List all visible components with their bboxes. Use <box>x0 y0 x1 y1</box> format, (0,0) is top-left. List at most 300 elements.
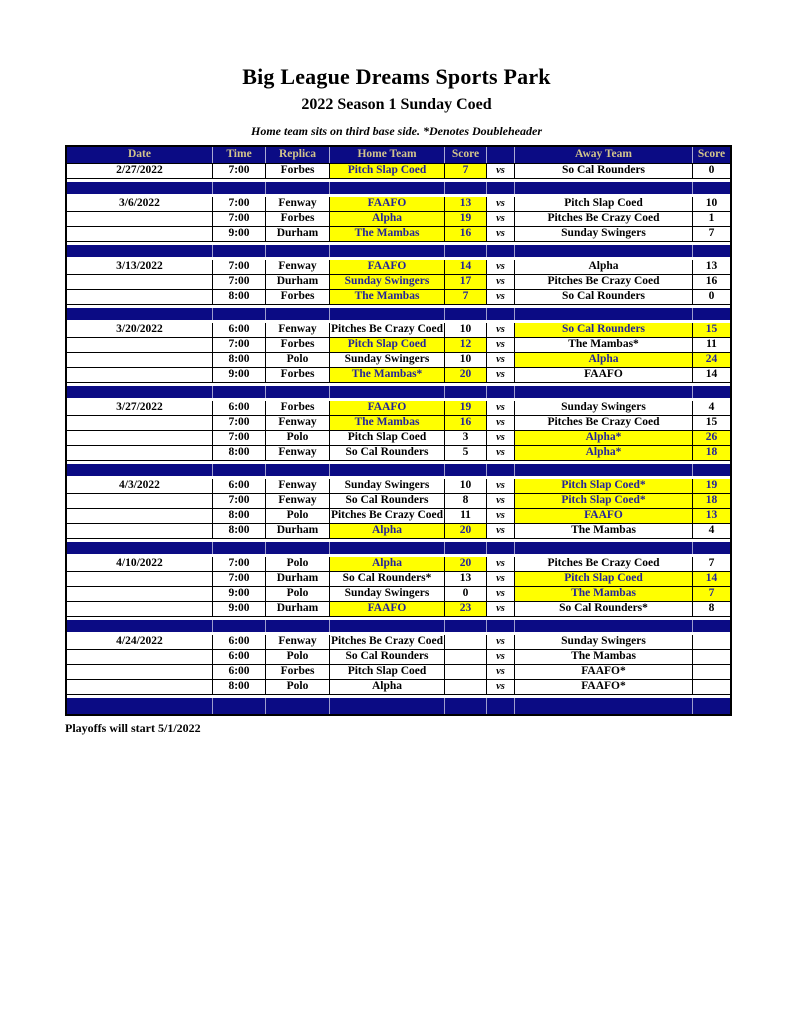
separator-cell <box>67 620 213 632</box>
home-team-cell: Alpha <box>330 557 445 571</box>
away-team-cell: The Mambas <box>515 587 693 601</box>
vs-label: vs <box>487 323 515 337</box>
game-row <box>67 494 730 509</box>
replica-cell: Polo <box>266 431 330 445</box>
vs-label: vs <box>487 260 515 274</box>
home-score-cell: 7 <box>445 164 487 178</box>
schedule-table <box>65 145 732 716</box>
separator-cell <box>330 308 445 320</box>
replica-cell: Forbes <box>266 368 330 382</box>
column-header-away-score: Score <box>693 147 730 163</box>
away-team-cell: Pitches Be Crazy Coed <box>515 275 693 289</box>
home-score-cell: 20 <box>445 524 487 538</box>
separator-band <box>67 542 730 554</box>
game-row <box>67 353 730 368</box>
replica-cell: Durham <box>266 524 330 538</box>
date-cell <box>67 416 213 430</box>
replica-cell: Fenway <box>266 323 330 337</box>
game-row <box>67 164 730 179</box>
home-score-cell: 17 <box>445 275 487 289</box>
away-team-cell: So Cal Rounders <box>515 323 693 337</box>
date-cell <box>67 446 213 460</box>
time-cell: 6:00 <box>213 665 266 679</box>
away-team-cell: Pitch Slap Coed <box>515 572 693 586</box>
separator-cell <box>213 464 266 476</box>
column-header-home-score: Score <box>445 147 487 163</box>
separator-band <box>67 245 730 257</box>
game-row <box>67 446 730 461</box>
game-row <box>67 587 730 602</box>
away-score-cell: 13 <box>705 260 718 273</box>
replica-cell: Forbes <box>266 164 330 178</box>
separator-cell <box>445 542 487 554</box>
home-team-cell: Sunday Swingers <box>330 587 445 601</box>
vs-label: vs <box>487 650 515 664</box>
separator-cell <box>266 620 330 632</box>
home-score-cell: 5 <box>445 446 487 460</box>
replica-cell: Forbes <box>266 338 330 352</box>
game-row <box>67 665 730 680</box>
away-team-cell: So Cal Rounders <box>515 290 693 304</box>
away-team-cell: Pitches Be Crazy Coed <box>515 212 693 226</box>
separator-cell <box>515 698 693 714</box>
separator-cell <box>67 542 213 554</box>
vs-label: vs <box>487 368 515 382</box>
away-score-cell: 7 <box>708 227 715 240</box>
time-cell: 7:00 <box>213 197 266 211</box>
separator-cell <box>487 698 515 714</box>
game-row <box>67 401 730 416</box>
game-row <box>67 509 730 524</box>
home-team-cell: The Mambas <box>330 416 445 430</box>
home-score-cell: 20 <box>445 557 487 571</box>
away-score-cell <box>693 635 730 649</box>
date-cell <box>67 665 213 679</box>
home-team-cell: Pitches Be Crazy Coed <box>330 635 444 648</box>
separator-cell <box>213 542 266 554</box>
vs-label: vs <box>487 680 515 694</box>
away-score-cell: 11 <box>706 338 717 351</box>
away-score-cell: 15 <box>693 323 730 337</box>
separator-cell <box>330 182 445 194</box>
away-score-cell: 26 <box>693 431 730 445</box>
vs-label: vs <box>487 197 515 211</box>
away-score-cell: 14 <box>693 572 730 586</box>
separator-cell <box>487 386 515 398</box>
home-team-cell: The Mambas <box>330 227 445 241</box>
replica-cell: Durham <box>266 602 330 616</box>
time-cell: 8:00 <box>213 446 266 460</box>
time-cell: 7:00 <box>213 338 266 352</box>
game-row <box>67 212 730 227</box>
separator-cell <box>213 245 266 257</box>
replica-cell: Polo <box>266 509 330 523</box>
separator-cell <box>330 245 445 257</box>
separator-cell <box>693 464 730 476</box>
vs-label: vs <box>487 275 515 289</box>
game-row <box>67 323 730 338</box>
home-team-cell: So Cal Rounders* <box>330 572 445 586</box>
game-row <box>67 368 730 383</box>
time-cell: 8:00 <box>213 290 266 304</box>
home-score-cell: 16 <box>445 416 487 430</box>
away-team-cell: Sunday Swingers <box>515 401 693 415</box>
replica-cell: Polo <box>266 680 330 694</box>
away-team-cell: FAAFO* <box>515 665 693 679</box>
date-cell <box>67 212 213 226</box>
game-row <box>67 635 730 650</box>
away-team-cell: So Cal Rounders* <box>515 602 693 616</box>
vs-label: vs <box>487 479 515 493</box>
time-cell: 7:00 <box>213 164 266 178</box>
home-team-note: Home team sits on third base side. *Denotes Doubleheader <box>251 124 542 138</box>
home-team-cell: The Mambas* <box>330 368 445 382</box>
game-row <box>67 260 730 275</box>
replica-cell: Forbes <box>266 401 330 415</box>
home-team-cell: Pitch Slap Coed <box>330 431 445 445</box>
separator-cell <box>213 308 266 320</box>
vs-label: vs <box>487 338 515 352</box>
column-header-vs <box>487 147 515 163</box>
vs-label: vs <box>487 227 515 241</box>
away-score-cell: 7 <box>693 587 730 601</box>
playoffs-note: Playoffs will start 5/1/2022 <box>65 721 201 735</box>
home-team-cell: Pitch Slap Coed <box>330 164 445 178</box>
home-team-cell: So Cal Rounders <box>330 494 445 508</box>
away-score-cell: 10 <box>705 197 718 210</box>
separator-cell <box>515 620 693 632</box>
away-score-cell <box>693 680 730 694</box>
game-row <box>67 680 730 695</box>
away-score-cell: 0 <box>708 164 715 177</box>
home-team-cell: Sunday Swingers <box>330 479 445 493</box>
separator-band <box>67 386 730 398</box>
home-score-cell: 16 <box>445 227 487 241</box>
page-title: Big League Dreams Sports Park <box>242 64 551 89</box>
replica-cell: Polo <box>266 353 330 367</box>
replica-cell: Durham <box>266 227 330 241</box>
page-subtitle: 2022 Season 1 Sunday Coed <box>301 96 492 113</box>
game-row <box>67 338 730 353</box>
separator-cell <box>445 464 487 476</box>
date-cell <box>67 680 213 694</box>
time-cell: 9:00 <box>213 587 266 601</box>
vs-label: vs <box>487 494 515 508</box>
time-cell: 7:00 <box>213 212 266 226</box>
date-cell: 2/27/2022 <box>67 164 213 178</box>
replica-cell: Fenway <box>266 416 330 430</box>
separator-cell <box>693 620 730 632</box>
date-cell <box>67 650 213 664</box>
vs-label: vs <box>487 290 515 304</box>
separator-cell <box>213 620 266 632</box>
away-team-cell: Alpha <box>515 260 693 274</box>
replica-cell: Durham <box>266 275 330 289</box>
separator-cell <box>487 182 515 194</box>
date-cell <box>67 524 213 538</box>
separator-cell <box>266 182 330 194</box>
date-cell <box>67 587 213 601</box>
home-score-cell: 3 <box>445 431 487 445</box>
separator-cell <box>266 386 330 398</box>
vs-label: vs <box>487 164 515 178</box>
away-score-cell: 15 <box>705 416 718 429</box>
home-team-cell: Alpha <box>330 524 445 538</box>
separator-cell <box>515 542 693 554</box>
vs-label: vs <box>487 572 515 586</box>
game-row <box>67 197 730 212</box>
game-row <box>67 572 730 587</box>
time-cell: 6:00 <box>213 323 266 337</box>
time-cell: 8:00 <box>213 509 266 523</box>
game-row <box>67 602 730 617</box>
date-cell: 3/6/2022 <box>67 197 213 211</box>
game-row <box>67 227 730 242</box>
time-cell: 6:00 <box>213 479 266 493</box>
home-score-cell: 10 <box>445 323 487 337</box>
separator-cell <box>266 245 330 257</box>
home-team-cell: FAAFO <box>330 197 445 211</box>
away-team-cell: Sunday Swingers <box>515 635 693 649</box>
vs-label: vs <box>487 665 515 679</box>
home-score-cell: 12 <box>445 338 487 352</box>
vs-label: vs <box>487 557 515 571</box>
time-cell: 6:00 <box>213 650 266 664</box>
home-team-cell: Sunday Swingers <box>330 275 445 289</box>
column-header-away-team: Away Team <box>515 147 693 163</box>
away-team-cell: Alpha <box>515 353 693 367</box>
away-score-cell: 4 <box>708 401 715 414</box>
time-cell: 8:00 <box>213 680 266 694</box>
date-cell <box>67 368 213 382</box>
separator-cell <box>693 542 730 554</box>
separator-cell <box>515 308 693 320</box>
separator-cell <box>515 182 693 194</box>
separator-cell <box>213 182 266 194</box>
home-score-cell: 19 <box>445 212 487 226</box>
replica-cell: Durham <box>266 572 330 586</box>
separator-cell <box>693 182 730 194</box>
away-score-cell: 16 <box>705 275 718 288</box>
home-score-cell: 10 <box>445 479 487 493</box>
game-row <box>67 431 730 446</box>
date-cell <box>67 338 213 352</box>
vs-label: vs <box>487 416 515 430</box>
replica-cell: Fenway <box>266 446 330 460</box>
home-team-cell: Pitch Slap Coed <box>330 665 445 679</box>
separator-cell <box>330 620 445 632</box>
time-cell: 6:00 <box>213 401 266 415</box>
time-cell: 8:00 <box>213 353 266 367</box>
date-cell <box>67 353 213 367</box>
date-cell: 3/27/2022 <box>67 401 213 415</box>
home-team-cell: The Mambas <box>330 290 445 304</box>
separator-band <box>67 308 730 320</box>
separator-cell <box>213 698 266 714</box>
separator-band <box>67 698 730 714</box>
home-score-cell: 19 <box>445 401 487 415</box>
column-header-home-team: Home Team <box>330 147 445 163</box>
separator-cell <box>445 308 487 320</box>
date-cell: 4/3/2022 <box>67 479 213 493</box>
away-team-cell: Pitches Be Crazy Coed <box>515 557 693 571</box>
home-team-cell: So Cal Rounders <box>330 650 445 664</box>
replica-cell: Fenway <box>266 260 330 274</box>
home-score-cell: 20 <box>445 368 487 382</box>
away-score-cell: 24 <box>693 353 730 367</box>
vs-label: vs <box>487 602 515 616</box>
date-cell <box>67 431 213 445</box>
time-cell: 8:00 <box>213 524 266 538</box>
home-score-cell: 0 <box>445 587 487 601</box>
vs-label: vs <box>487 635 515 649</box>
separator-cell <box>487 620 515 632</box>
game-row <box>67 557 730 572</box>
home-score-cell <box>445 680 487 694</box>
separator-cell <box>693 386 730 398</box>
time-cell: 7:00 <box>213 431 266 445</box>
separator-cell <box>67 698 213 714</box>
away-team-cell: The Mambas <box>515 524 693 538</box>
replica-cell: Polo <box>266 557 330 571</box>
time-cell: 9:00 <box>213 602 266 616</box>
away-score-cell: 18 <box>693 446 730 460</box>
away-score-cell: 18 <box>693 494 730 508</box>
separator-cell <box>693 308 730 320</box>
separator-cell <box>266 698 330 714</box>
separator-cell <box>515 464 693 476</box>
replica-cell: Forbes <box>266 290 330 304</box>
date-cell <box>67 290 213 304</box>
date-cell <box>67 494 213 508</box>
time-cell: 7:00 <box>213 275 266 289</box>
table-header-row <box>67 147 730 164</box>
date-cell: 3/13/2022 <box>67 260 213 274</box>
separator-cell <box>330 464 445 476</box>
separator-cell <box>330 542 445 554</box>
separator-cell <box>266 542 330 554</box>
separator-cell <box>445 698 487 714</box>
away-team-cell: Pitch Slap Coed <box>515 197 693 211</box>
away-team-cell: FAAFO* <box>515 680 693 694</box>
away-score-cell <box>693 665 730 679</box>
date-cell <box>67 602 213 616</box>
home-team-cell: FAAFO <box>330 602 445 616</box>
time-cell: 9:00 <box>213 227 266 241</box>
date-cell <box>67 275 213 289</box>
away-score-cell: 0 <box>708 290 715 303</box>
replica-cell: Fenway <box>266 479 330 493</box>
time-cell: 7:00 <box>213 557 266 571</box>
replica-cell: Polo <box>266 587 330 601</box>
time-cell: 9:00 <box>213 368 266 382</box>
date-cell <box>67 572 213 586</box>
home-score-cell: 8 <box>445 494 487 508</box>
separator-cell <box>445 182 487 194</box>
vs-label: vs <box>487 509 515 523</box>
away-team-cell: Pitches Be Crazy Coed <box>515 416 693 430</box>
date-cell: 4/24/2022 <box>67 635 213 649</box>
column-header-date: Date <box>67 147 213 163</box>
home-score-cell: 13 <box>445 197 487 211</box>
separator-band <box>67 620 730 632</box>
game-row <box>67 275 730 290</box>
separator-cell <box>67 182 213 194</box>
replica-cell: Forbes <box>266 665 330 679</box>
home-score-cell: 10 <box>445 353 487 367</box>
away-team-cell: The Mambas* <box>515 338 693 352</box>
away-team-cell: The Mambas <box>515 650 693 664</box>
home-team-cell: FAAFO <box>330 401 445 415</box>
separator-cell <box>515 386 693 398</box>
home-team-cell: So Cal Rounders <box>330 446 445 460</box>
separator-cell <box>67 308 213 320</box>
away-team-cell: Alpha* <box>515 446 693 460</box>
column-header-replica: Replica <box>266 147 330 163</box>
separator-cell <box>693 698 730 714</box>
separator-cell <box>213 386 266 398</box>
game-row <box>67 416 730 431</box>
separator-cell <box>445 386 487 398</box>
replica-cell: Forbes <box>266 212 330 226</box>
separator-cell <box>330 698 445 714</box>
time-cell: 6:00 <box>213 635 266 649</box>
separator-cell <box>487 308 515 320</box>
replica-cell: Fenway <box>266 635 330 649</box>
home-score-cell: 13 <box>445 572 487 586</box>
separator-cell <box>693 245 730 257</box>
vs-label: vs <box>487 524 515 538</box>
vs-label: vs <box>487 431 515 445</box>
separator-cell <box>487 464 515 476</box>
away-score-cell: 14 <box>705 368 718 381</box>
game-row <box>67 479 730 494</box>
home-team-cell: Alpha <box>330 212 445 226</box>
date-cell: 4/10/2022 <box>67 557 213 571</box>
table-body <box>67 164 730 714</box>
vs-label: vs <box>487 446 515 460</box>
time-cell: 7:00 <box>213 494 266 508</box>
separator-cell <box>445 245 487 257</box>
replica-cell: Fenway <box>266 197 330 211</box>
separator-cell <box>67 245 213 257</box>
away-team-cell: Pitch Slap Coed* <box>515 494 693 508</box>
home-score-cell <box>445 665 487 679</box>
game-row <box>67 524 730 539</box>
game-row <box>67 650 730 665</box>
away-team-cell: So Cal Rounders <box>515 164 693 178</box>
date-cell <box>67 227 213 241</box>
separator-cell <box>67 386 213 398</box>
separator-cell <box>330 386 445 398</box>
home-team-cell: Pitch Slap Coed <box>330 338 445 352</box>
away-team-cell: FAAFO <box>515 368 693 382</box>
home-team-cell: Pitches Be Crazy Coed <box>330 509 444 522</box>
vs-label: vs <box>487 353 515 367</box>
away-score-cell: 8 <box>708 602 715 615</box>
replica-cell: Fenway <box>266 494 330 508</box>
home-score-cell: 7 <box>445 290 487 304</box>
vs-label: vs <box>487 212 515 226</box>
away-score-cell: 19 <box>693 479 730 493</box>
separator-cell <box>515 245 693 257</box>
separator-cell <box>487 245 515 257</box>
away-team-cell: Alpha* <box>515 431 693 445</box>
replica-cell: Polo <box>266 650 330 664</box>
away-team-cell: Pitch Slap Coed* <box>515 479 693 493</box>
vs-label: vs <box>487 587 515 601</box>
away-team-cell: FAAFO <box>515 509 693 523</box>
